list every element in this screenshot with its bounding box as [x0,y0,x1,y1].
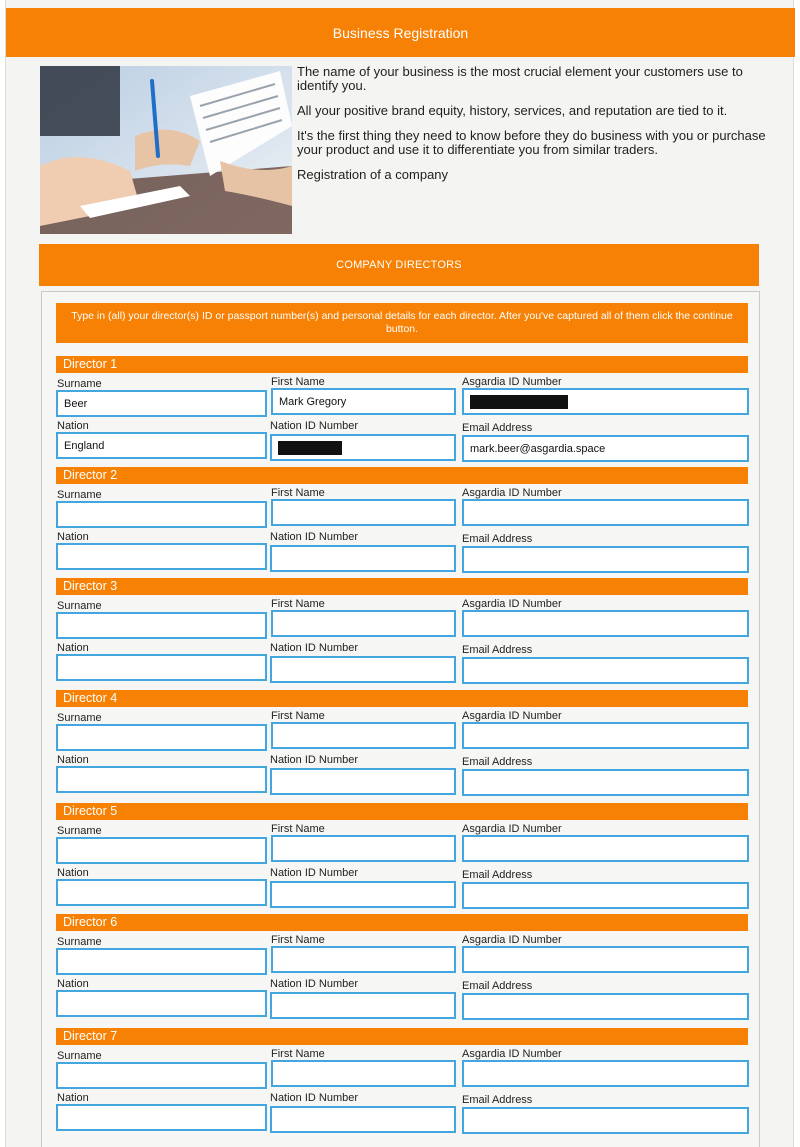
asgardia-id-label: Asgardia ID Number [462,934,562,946]
nation-id-label: Nation ID Number [270,420,359,432]
first-name-label: First Name [271,1048,325,1060]
first-name-input[interactable] [271,835,456,862]
intro-paragraph: It's the first thing they need to know before they do business with you or purchase your product and use it to differentiate you from similar traders. [297,128,766,157]
director-heading: Director 1 [56,356,748,373]
first-name-label: First Name [271,710,325,722]
nation-id-input[interactable] [270,881,456,908]
email-input[interactable] [462,435,749,462]
asgardia-id-label: Asgardia ID Number [462,710,562,722]
intro-paragraph: All your positive brand equity, history, services, and reputation are tied to it. [297,103,728,118]
asgardia-id-input[interactable] [462,722,749,749]
director-heading: Director 3 [56,578,748,595]
email-input[interactable] [462,769,749,796]
nation-id-label: Nation ID Number [270,1092,359,1104]
director-3-section [56,578,748,684]
directors-panel [41,291,760,1147]
email-label: Email Address [462,422,533,434]
first-name-label: First Name [271,376,325,388]
nation-label: Nation [57,531,89,543]
nation-label: Nation [57,642,89,654]
nation-input[interactable] [56,543,267,570]
intro-text [297,65,767,193]
first-name-value: Mark Gregory [279,395,347,408]
surname-label: Surname [57,489,102,501]
nation-input[interactable] [56,432,267,459]
email-input[interactable] [462,993,749,1020]
director-1-section [56,356,748,462]
director-2-section [56,467,748,573]
director-heading: Director 2 [56,467,748,484]
nation-label: Nation [57,867,89,879]
surname-label: Surname [57,600,102,612]
director-heading: Director 5 [56,803,748,820]
nation-id-input[interactable] [270,434,456,461]
nation-input[interactable] [56,990,267,1017]
asgardia-id-input[interactable] [462,610,749,637]
first-name-label: First Name [271,487,325,499]
surname-label: Surname [57,712,102,724]
asgardia-id-input[interactable] [462,946,749,973]
nation-value: England [64,439,105,452]
nation-id-input[interactable] [270,656,456,683]
director-4-section [56,690,748,796]
email-label: Email Address [462,644,533,656]
email-input[interactable] [462,1107,749,1134]
asgardia-id-input[interactable] [462,499,749,526]
asgardia-id-label: Asgardia ID Number [462,598,562,610]
asgardia-id-label: Asgardia ID Number [462,823,562,835]
nation-input[interactable] [56,654,267,681]
first-name-label: First Name [271,598,325,610]
email-input[interactable] [462,882,749,909]
nation-id-label: Nation ID Number [270,978,359,990]
email-label: Email Address [462,980,533,992]
section-header-company-directors: COMPANY DIRECTORS [39,244,759,286]
email-label: Email Address [462,533,533,545]
director-heading: Director 6 [56,914,748,931]
director-heading: Director 4 [56,690,748,707]
nation-label: Nation [57,1092,89,1104]
first-name-input[interactable] [271,946,456,973]
redacted-value [278,441,342,455]
nation-id-label: Nation ID Number [270,531,359,543]
email-label: Email Address [462,869,533,881]
business-handshake-image [40,66,292,234]
surname-value: Beer [64,397,88,410]
surname-input[interactable] [56,948,267,975]
first-name-label: First Name [271,823,325,835]
nation-id-input[interactable] [270,992,456,1019]
nation-label: Nation [57,420,89,432]
asgardia-id-label: Asgardia ID Number [462,487,562,499]
director-7-section [56,1028,748,1134]
nation-label: Nation [57,754,89,766]
asgardia-id-input[interactable] [462,835,749,862]
redacted-value [470,395,568,409]
asgardia-id-input[interactable] [462,388,749,415]
nation-label: Nation [57,978,89,990]
first-name-label: First Name [271,934,325,946]
asgardia-id-label: Asgardia ID Number [462,1048,562,1060]
nation-id-input[interactable] [270,1106,456,1133]
surname-label: Surname [57,936,102,948]
surname-input[interactable] [56,612,267,639]
page-title: Business Registration [6,8,795,57]
surname-label: Surname [57,378,102,390]
intro-paragraph: The name of your business is the most crucial element your customers use to identify you. [297,64,743,93]
nation-id-input[interactable] [270,768,456,795]
nation-input[interactable] [56,879,267,906]
email-label: Email Address [462,1094,533,1106]
email-label: Email Address [462,756,533,768]
email-input[interactable] [462,546,749,573]
asgardia-id-input[interactable] [462,1060,749,1087]
director-6-section [56,914,748,1020]
surname-label: Surname [57,1050,102,1062]
nation-input[interactable] [56,1104,267,1131]
first-name-input[interactable] [271,388,456,415]
page [5,0,794,1147]
surname-input[interactable] [56,837,267,864]
nation-id-input[interactable] [270,545,456,572]
email-input[interactable] [462,657,749,684]
first-name-input[interactable] [271,610,456,637]
surname-input[interactable] [56,390,267,417]
first-name-input[interactable] [271,499,456,526]
surname-input[interactable] [56,724,267,751]
instructions-banner: Type in (all) your director(s) ID or passport number(s) and personal details for each director. After you've captured all of them click the continue button. [56,303,748,343]
first-name-input[interactable] [271,722,456,749]
nation-id-label: Nation ID Number [270,867,359,879]
surname-input[interactable] [56,1062,267,1089]
director-heading: Director 7 [56,1028,748,1045]
surname-input[interactable] [56,501,267,528]
nation-input[interactable] [56,766,267,793]
nation-id-label: Nation ID Number [270,754,359,766]
nation-id-label: Nation ID Number [270,642,359,654]
surname-label: Surname [57,825,102,837]
asgardia-id-label: Asgardia ID Number [462,376,562,388]
email-value: mark.beer@asgardia.space [470,442,606,455]
first-name-input[interactable] [271,1060,456,1087]
intro-paragraph: Registration of a company [297,167,449,182]
director-5-section [56,803,748,909]
